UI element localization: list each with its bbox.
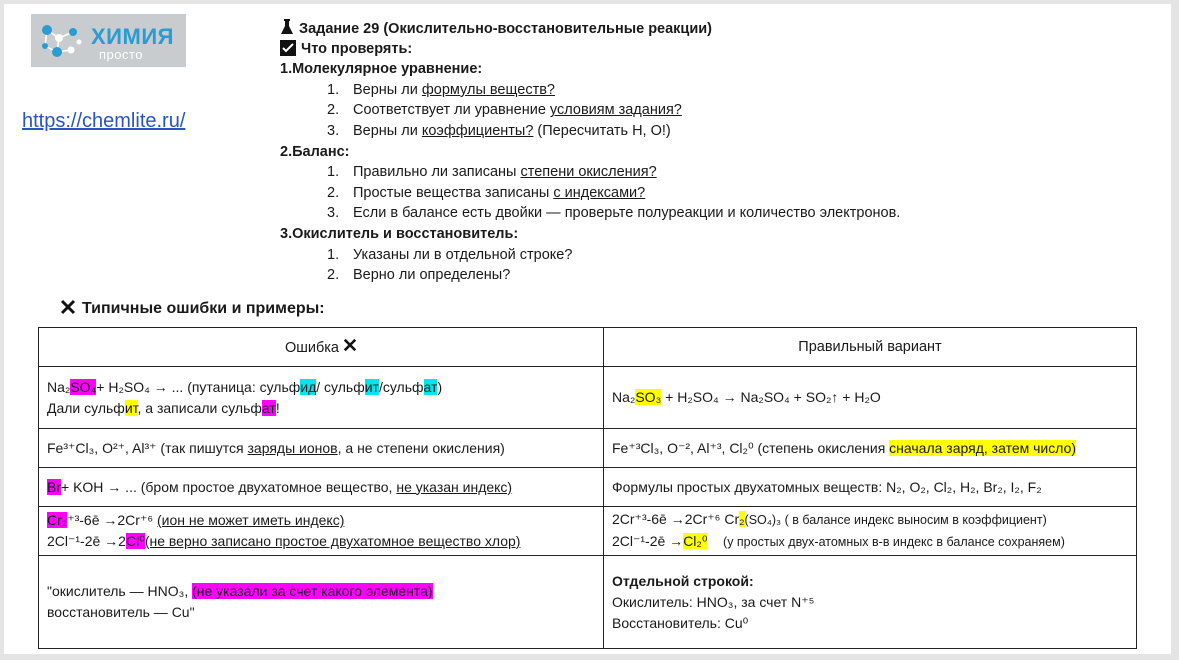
frame-left [0,0,4,660]
section-heading: 2.Баланс: [280,143,350,160]
check-label: Что проверять: [301,40,413,57]
correct-cell: Fe⁺³Cl₃, O⁻², Al⁺³, Cl₂⁰ (степень окисления сначала заряд, затем число) [604,429,1137,468]
error-cell: Br+ KOH → ... (бром простое двухатомное вещество, не указан индекс) [39,468,604,507]
logo [31,14,186,67]
list-item: 2. Соответствует ли уравнение условиям задания? [327,102,682,119]
correct-cell: Формулы простых двухатомных веществ: N₂, O₂, Cl₂, H₂, Br₂, I₂, F₂ [604,468,1137,507]
site-link[interactable]: https://chemlite.ru/ [22,110,186,132]
list-item: 1. Верны ли формулы веществ? [327,81,555,98]
frame-top [0,0,1179,4]
section-heading: 3.Окислитель и восстановитель: [280,225,519,242]
table-row [39,507,1137,556]
errors-title-row [60,299,325,318]
correct-cell: 2Cr⁺³-6ē →2Cr⁺⁶ Cr₂(SO₄)₃ ( в балансе индекс выносим в коэффициент) 2Cl⁻¹-2ē →Cl₂⁰ (у простых двух-атомных в-в индекс в балансе сохраняем) [604,507,1137,556]
frame-right [1171,0,1179,660]
error-line: Na₂SO₄+ H₂SO₄ → ... (путаница: сульфид/ сульфит/сульфат) [47,378,443,395]
cross-icon [343,338,357,352]
checkbox-icon [280,40,296,56]
list-item: 2. Простые вещества записаны с индексами? [327,184,646,201]
table-header [39,328,1137,367]
header-error: Ошибка [39,328,604,367]
correct-cell: Отдельной строкой: Окислитель: HNO₃, за счет N⁺⁵ Восстановитель: Cu⁰ [604,556,1137,649]
flask-icon [280,18,294,36]
logo-subtitle: просто [99,47,144,62]
checklist [280,18,900,286]
list-item: 3. Если в балансе есть двойки — проверьте полуреакции и количество электронов. [327,205,901,222]
task-title-row [280,18,900,39]
errors-title: Типичные ошибки и примеры: [82,300,325,317]
list-item: 1. Правильно ли записаны степени окисления? [327,164,657,181]
check-sections [280,59,900,286]
comparison-table [38,327,1137,649]
table-row [39,468,1137,507]
error-cell: "окислитель — HNO₃, (не указали за счет какого элемента) восстановитель — Cu" [39,556,604,649]
frame-bottom [0,654,1179,660]
section-heading: 1.Молекулярное уравнение: [280,61,483,78]
error-cell: Cr₂⁺³-6ē →2Cr⁺⁶ (ион не может иметь индекс) 2Cl⁻¹-2ē →2Cl⁰(не верно записано простое двухатомное вещество хлор) [39,507,604,556]
error-line: Дали сульфит, а записали сульфат! [47,399,280,416]
molecule-icon [39,20,85,62]
cross-icon [60,299,76,315]
task-title: Задание 29 (Окислительно-восстановительные реакции) [299,21,713,37]
list-item: 1. Указаны ли в отдельной строке? [327,246,573,263]
table-row [39,367,1137,429]
list-item: 3. Верны ли коэффициенты? (Пересчитать Н, О!) [327,122,671,139]
header-correct: Правильный вариант [604,328,1137,367]
logo-title: ХИМИЯ [91,24,174,49]
table-row [39,429,1137,468]
check-label-row [280,39,900,60]
error-cell: Fe³⁺Cl₃, O²⁺, Al³⁺ (так пишутся заряды ионов, а не степени окисления) [39,429,604,468]
error-cell [39,367,604,429]
correct-cell: Na₂SO₃ + H₂SO₄ → Na₂SO₄ + SO₂↑ + H₂O [604,367,1137,429]
table-row [39,556,1137,649]
list-item: 2. Верно ли определены? [327,267,511,284]
